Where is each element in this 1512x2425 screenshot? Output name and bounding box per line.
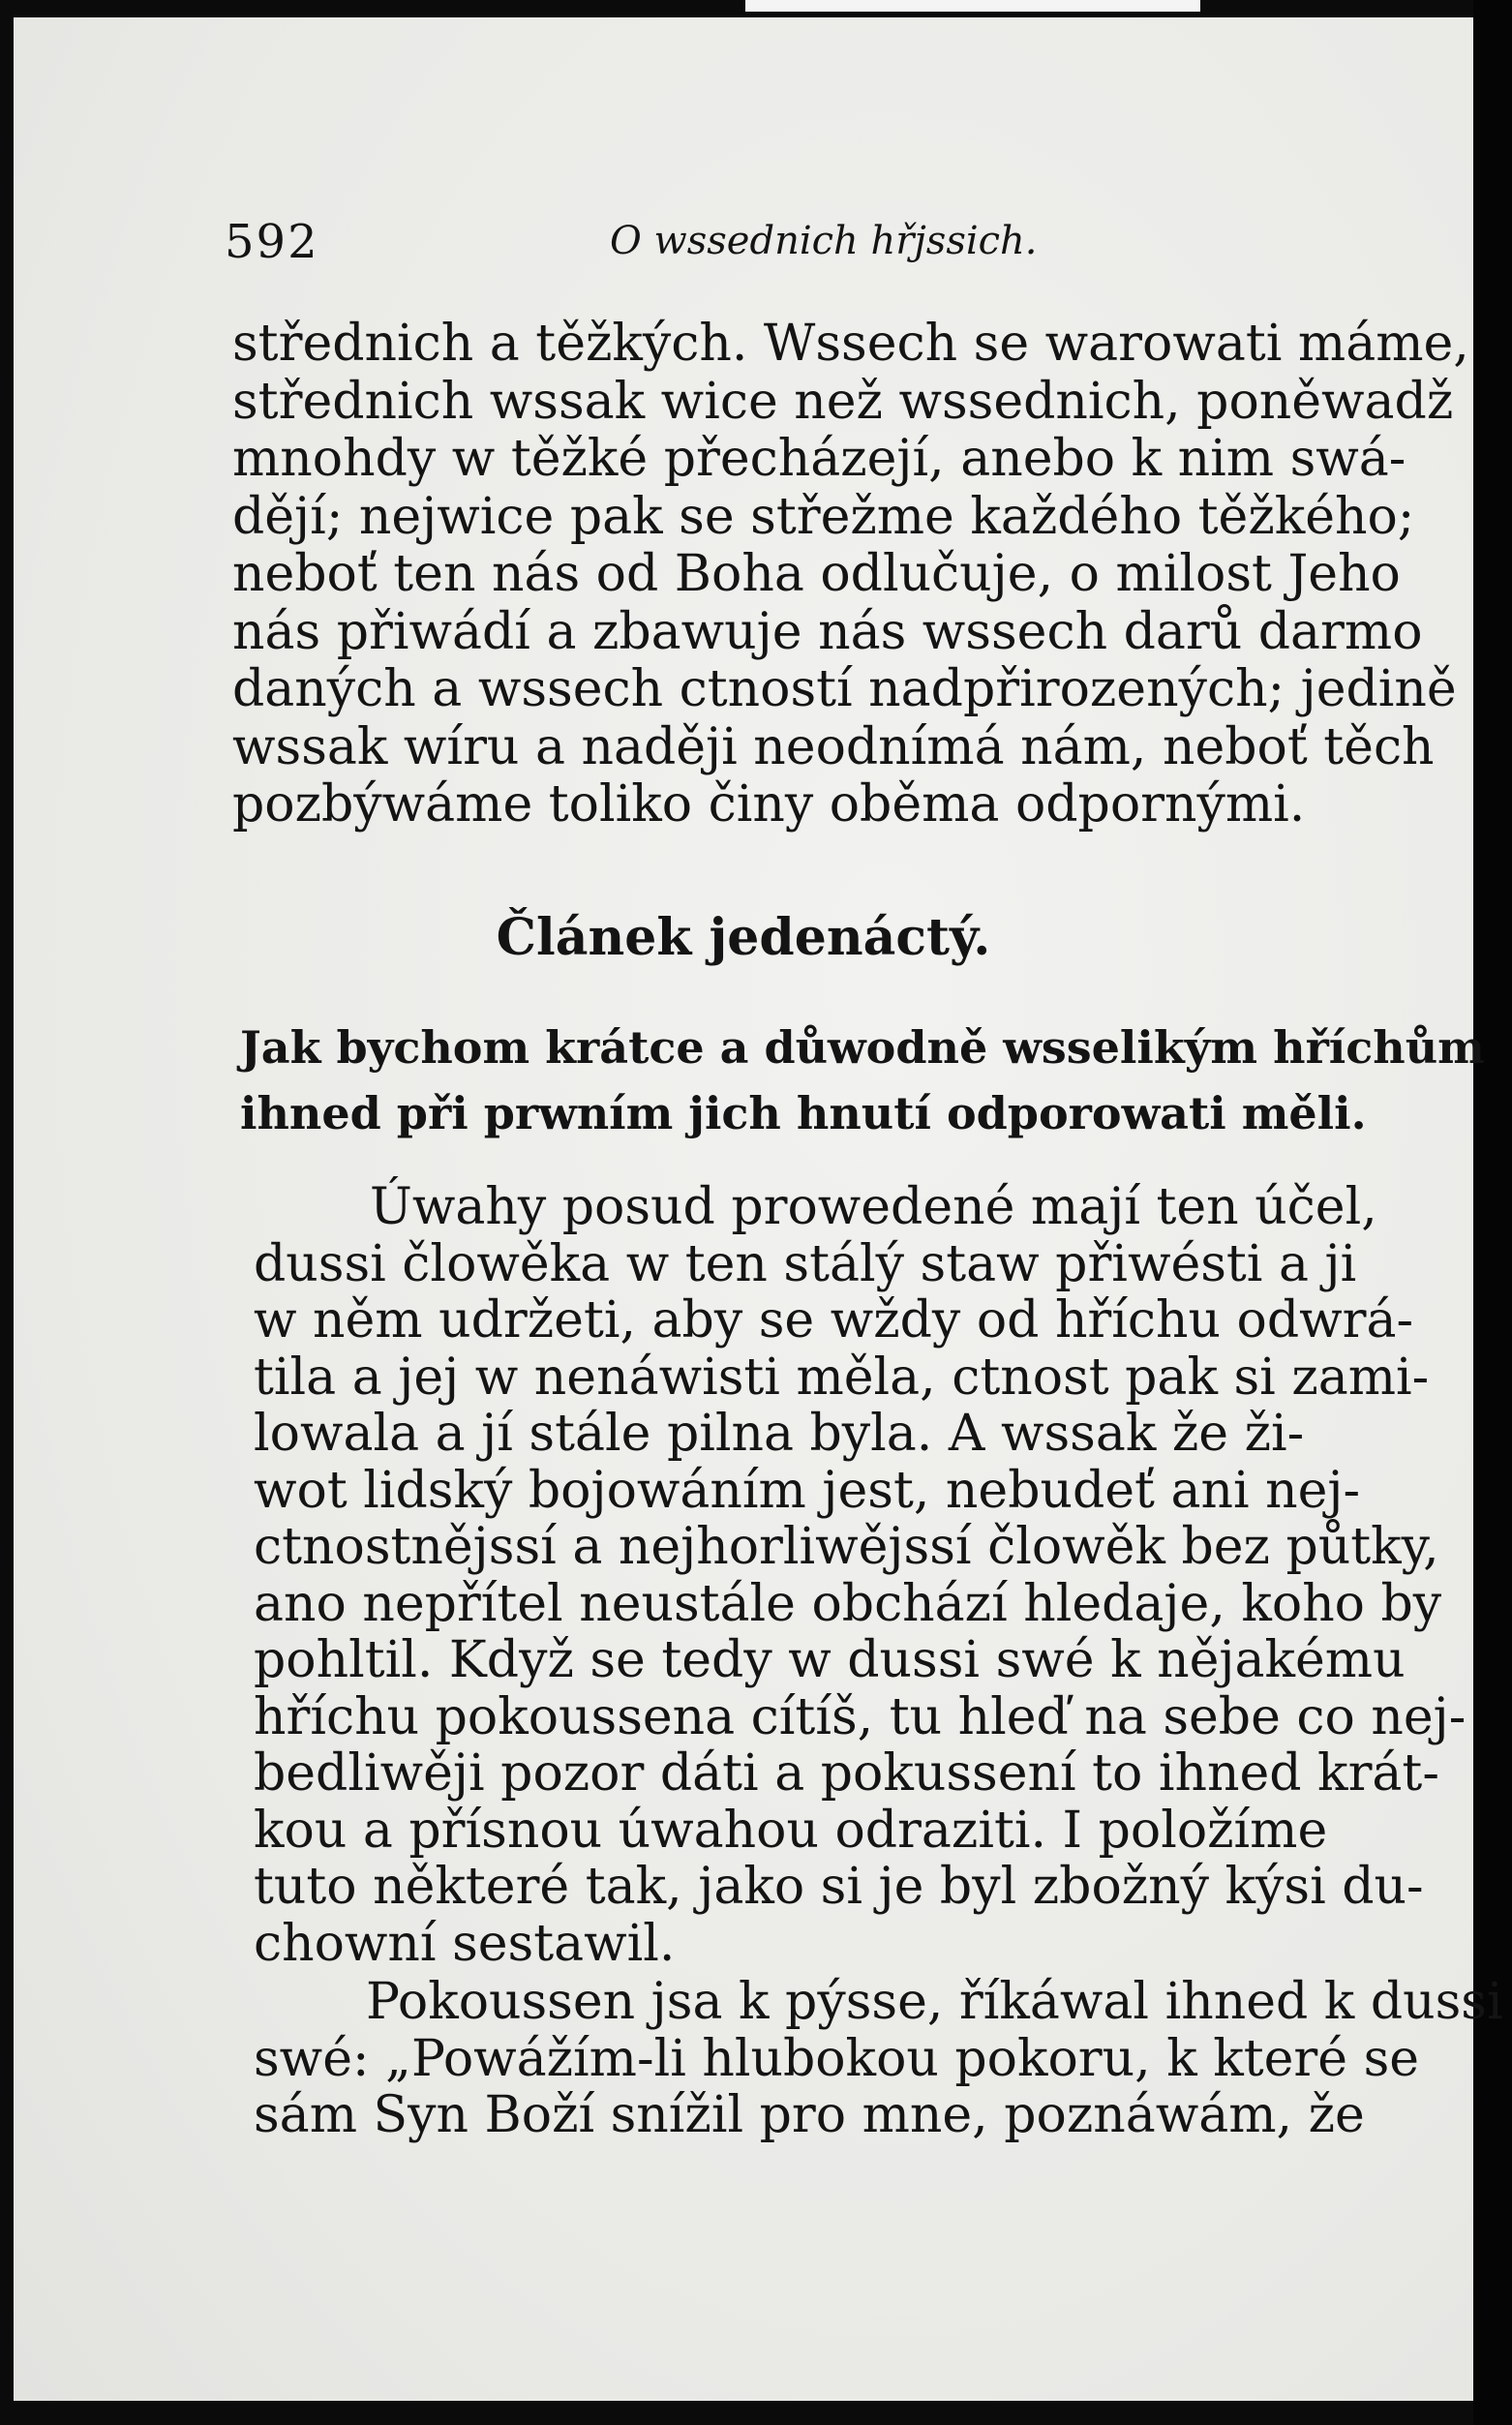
- text-line: w něm udržeti, aby se wždy od hříchu odwrá-: [254, 1291, 1414, 1349]
- book-page: [14, 17, 1503, 2401]
- paragraph-1: [232, 316, 1469, 834]
- text-line: lowala a jí stále pilna byla. A wssak že ži-: [254, 1405, 1305, 1463]
- article-heading: Článek jedenáctý.: [496, 908, 991, 967]
- text-line: mnohdy w těžké přecházejí, anebo k nim swá-: [232, 430, 1406, 488]
- page-header: [225, 211, 1347, 279]
- text-line: kou a přísnou úwahou odraziti. I položíme: [254, 1801, 1328, 1860]
- text-line: dussi člowěka w ten stálý staw přiwésti a ji: [254, 1234, 1357, 1293]
- page-edge-strip: [745, 0, 1200, 12]
- text-line: Úwahy posud prowedené mají ten účel,: [370, 1178, 1377, 1236]
- text-line: ano nepřítel neustále obchází hledaje, koho by: [254, 1574, 1442, 1633]
- text-line: Pokoussen jsa k pýsse, říkáwal ihned k dussi: [366, 1973, 1503, 2031]
- text-line: wot lidský bojowáním jest, nebudeť ani nej-: [254, 1461, 1361, 1520]
- text-line: bedliwěji pozor dáti a pokussení to ihned krát-: [254, 1744, 1439, 1803]
- running-title: O wssednich hřjssich.: [610, 219, 1038, 263]
- text-line: wssak wíru a naději neodnímá nám, neboť těch: [232, 717, 1435, 776]
- text-line: pohltil. Když se tedy w dussi swé k nějakému: [254, 1631, 1406, 1689]
- subheading-line: Jak bychom krátce a důwodně wsselikým hříchům: [240, 1021, 1485, 1074]
- text-line: dějí; nejwice pak se střežme každého těžkého;: [232, 487, 1415, 546]
- text-line: pozbýwáme toliko činy oběma odpornými.: [232, 775, 1306, 834]
- text-line: střednich a těžkých. Wssech se warowati máme,: [232, 315, 1469, 373]
- subheading-line: ihned při prwním jich hnutí odporowati měli.: [240, 1087, 1367, 1139]
- paragraph-3: [254, 1974, 1503, 2144]
- text-line: daných a wssech ctností nadpřirozených; jedině: [232, 660, 1457, 718]
- text-line: ctnostnějssí a nejhorliwějssí člowěk bez půtky,: [254, 1518, 1439, 1576]
- text-line: hříchu pokoussena cítíš, tu hleď na sebe co nej-: [254, 1687, 1467, 1746]
- text-line: nás přiwádí a zbawuje nás wssech darů darmo: [232, 602, 1423, 661]
- text-line: tuto některé tak, jako si je byl zbožný kýsi du-: [254, 1858, 1424, 1916]
- page-number: 592: [225, 215, 319, 269]
- text-line: chowní sestawil.: [254, 1914, 676, 1973]
- article-subheading: [240, 1015, 1485, 1146]
- text-line: swé: „Powážím-li hlubokou pokoru, k které se: [254, 2029, 1420, 2088]
- text-line: neboť ten nás od Boha odlučuje, o milost Jeho: [232, 545, 1401, 603]
- text-line: střednich wssak wice než wssednich, poněwadž: [232, 372, 1454, 431]
- text-line: tila a jej w nenáwisti měla, ctnost pak si zami-: [254, 1348, 1430, 1407]
- paragraph-2: [254, 1179, 1466, 1972]
- text-line: sám Syn Boží snížil pro mne, poznáwám, že: [254, 2086, 1365, 2144]
